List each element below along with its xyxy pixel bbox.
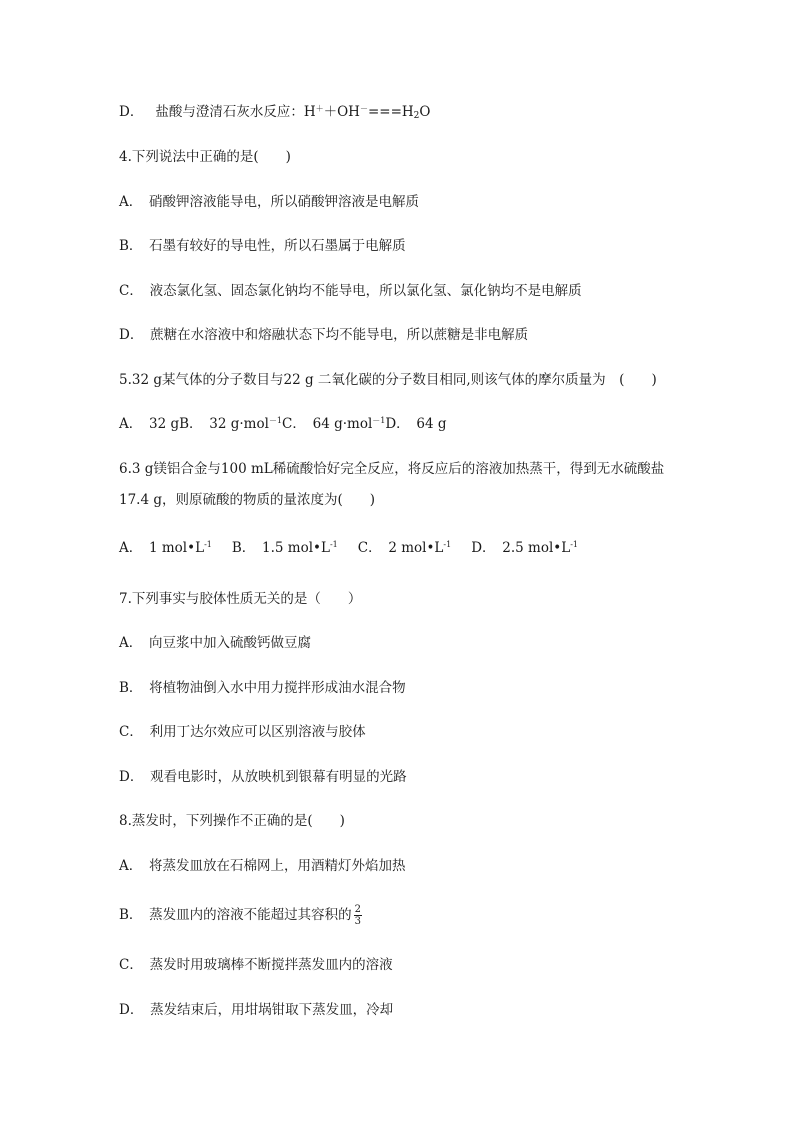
- q6-stem-line2: 17.4 g，则原硫酸的物质的量浓度为( ): [119, 492, 376, 508]
- q7-option-a: A． 向豆浆中加入硫酸钙做豆腐: [119, 635, 311, 651]
- q3-option-d-text: 盐酸与澄清石灰水反应：H: [155, 104, 316, 120]
- q6-exp-a: -1: [204, 540, 212, 549]
- q4-option-c: C． 液态氯化氢、固态氯化钠均不能导电，所以氯化氢、氯化钠均不是电解质: [119, 283, 582, 299]
- q3-eq: ===H: [367, 104, 414, 120]
- q8-option-b: [119, 904, 362, 927]
- q3-end: O: [419, 104, 431, 120]
- q8-option-c: C． 蒸发时用玻璃棒不断搅拌蒸发皿内的溶液: [119, 957, 393, 973]
- q5-options: [119, 414, 447, 434]
- q3-sub-2: 2: [413, 111, 420, 121]
- q7-option-c: C． 利用丁达尔效应可以区别溶液与胶体: [119, 724, 366, 740]
- q3-option-d: [119, 102, 430, 122]
- q4-option-d: D． 蔗糖在水溶液中和熔融状态下均不能导电，所以蔗糖是非电解质: [119, 327, 529, 343]
- fraction-two-thirds: [354, 904, 362, 927]
- q5-sup-1: －1: [268, 416, 283, 425]
- q6-exp-d: -1: [570, 540, 579, 549]
- q3-mid: ＋OH: [323, 104, 360, 120]
- q5-option-c: C． 64 g·mol: [282, 416, 373, 432]
- q7-option-b: B． 将植物油倒入水中用力搅拌形成油水混合物: [119, 680, 406, 696]
- q6-option-a: A． 1 mol•L: [119, 540, 205, 556]
- q6-option-b: B． 1.5 mol•L: [231, 540, 330, 556]
- q6-stem-line1: 6.3 g镁铝合金与100 mL稀硫酸恰好完全反应，将反应后的溶液加热蒸干，得到无水硫酸盐: [119, 461, 665, 477]
- q3-option-d-prefix: D．: [119, 104, 144, 120]
- q6-exp-b: -1: [329, 540, 338, 549]
- fraction-denominator: 3: [354, 916, 362, 927]
- q6-options: [119, 538, 578, 558]
- q7-option-d: D． 观看电影时，从放映机到银幕有明显的光路: [119, 769, 407, 785]
- q3-sup-minus: －: [359, 104, 368, 113]
- q5-option-d: D． 64 g: [385, 416, 447, 432]
- q8-option-a: A． 将蒸发皿放在石棉网上，用酒精灯外焰加热: [119, 858, 406, 874]
- q4-option-b: B． 石墨有较好的导电性，所以石墨属于电解质: [119, 238, 406, 254]
- q6-option-c: C． 2 mol•L: [357, 540, 444, 556]
- q6-exp-c: -1: [443, 540, 452, 549]
- q5-stem: 5.32 g某气体的分子数目与22 g 二氧化碳的分子数目相同,则该气体的摩尔质量为 ( ): [119, 372, 657, 388]
- q3-sup-plus: ＋: [315, 104, 324, 113]
- q5-option-ab: A． 32 gB． 32 g·mol: [119, 416, 269, 432]
- q8-option-b-text: B． 蒸发皿内的溶液不能超过其容积的: [119, 907, 352, 923]
- q8-option-d: D． 蒸发结束后，用坩埚钳取下蒸发皿，冷却: [119, 1002, 394, 1018]
- q7-stem: 7.下列事实与胶体性质无关的是（ ）: [119, 591, 362, 607]
- q4-stem: 4.下列说法中正确的是( ): [119, 149, 291, 165]
- q5-sup-2: －1: [372, 416, 386, 425]
- q4-option-a: A． 硝酸钾溶液能导电，所以硝酸钾溶液是电解质: [119, 194, 419, 210]
- q8-stem: 8.蒸发时，下列操作不正确的是( ): [119, 813, 345, 829]
- q6-option-d: D． 2.5 mol•L: [471, 540, 571, 556]
- fraction-numerator: 2: [354, 904, 362, 915]
